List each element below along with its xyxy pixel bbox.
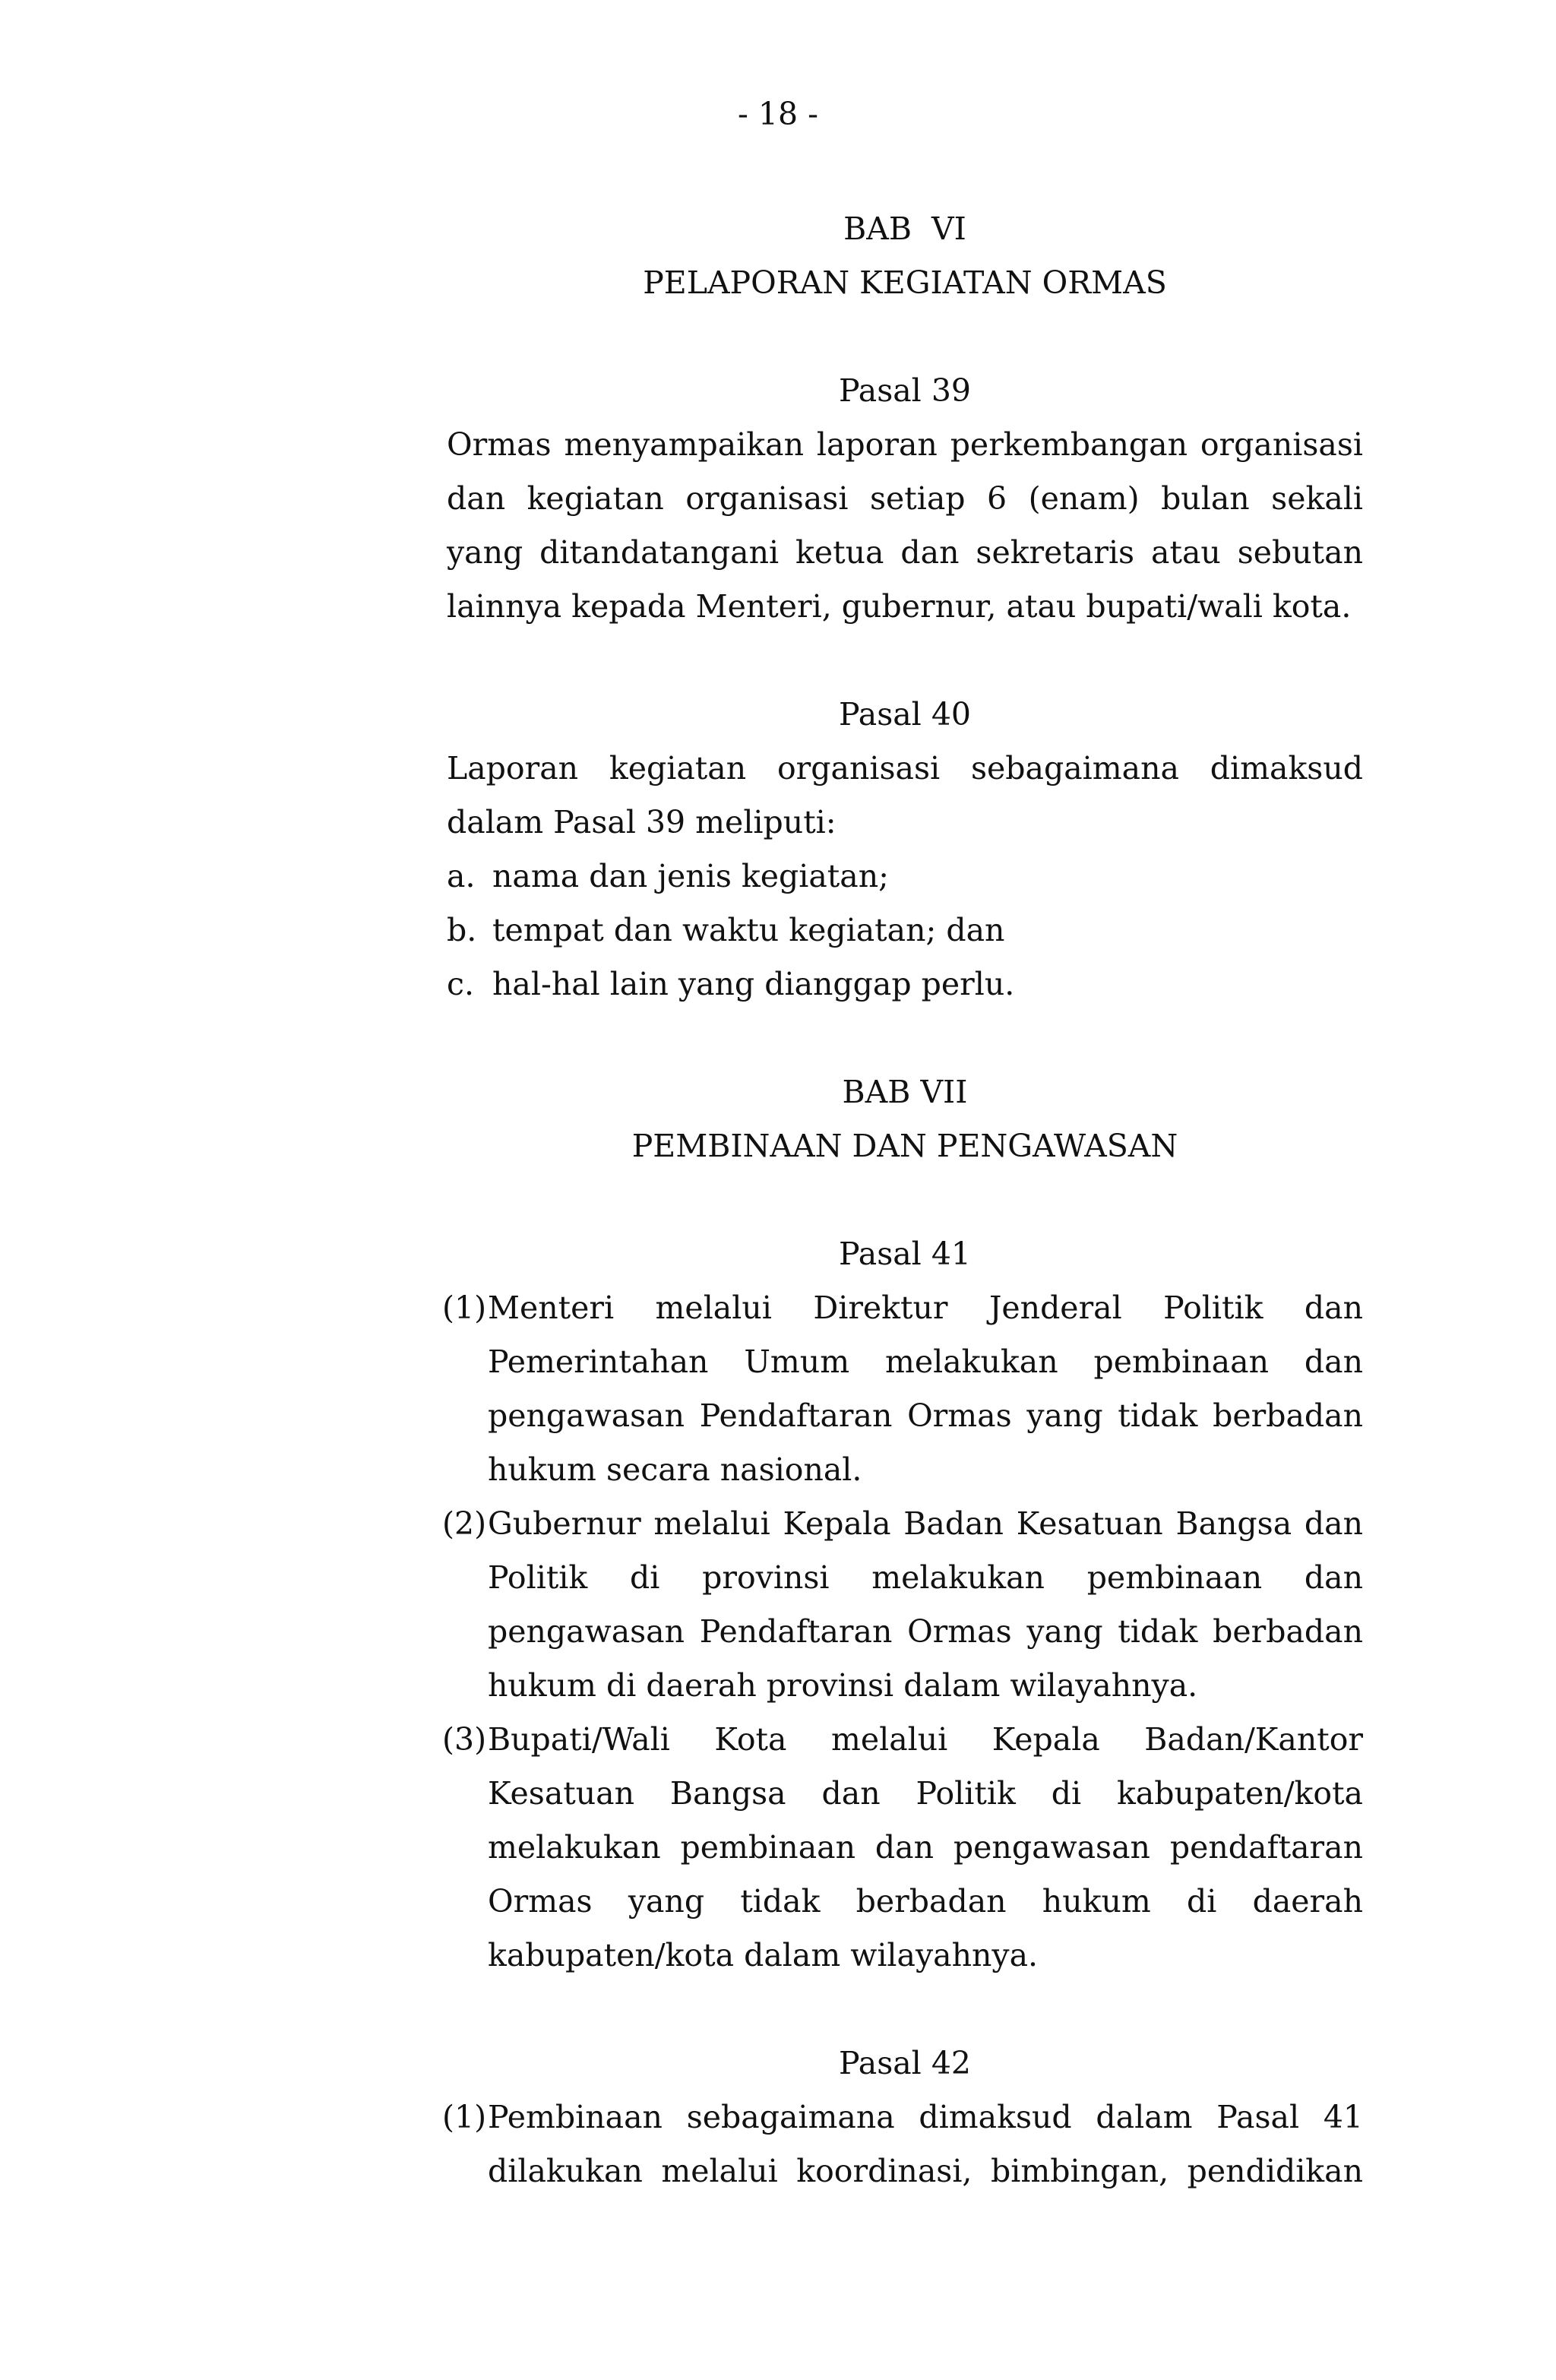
list-item [442,1497,1363,1713]
list-item-text: Gubernur melalui Kepala Badan Kesatuan Bangsa dan Politik di provinsi melakukan pembinaan dan pengawasan Pendaftaran Ormas yang tidak berbadan hukum di daerah provinsi dalam wilayahnya. [488,1505,1363,1704]
page-number: - 18 - [738,96,818,132]
document-body [442,202,1363,2198]
list-marker: a. [447,858,476,894]
chapter-number: BAB VII [842,1074,968,1110]
article-heading: Pasal 39 [839,372,971,409]
list-item [442,2090,1363,2198]
list-item-text: Pembinaan sebagaimana dimaksud dalam Pasal 41 dilakukan melalui koordinasi, bimbingan, pendidikan [488,2099,1363,2189]
article-heading: Pasal 42 [839,2045,971,2081]
list-item-text: Bupati/Wali Kota melalui Kepala Badan/Kantor Kesatuan Bangsa dan Politik di kabupaten/kota melakukan pembinaan dan pengawasan pendaftaran Ormas yang tidak berbadan hukum di daerah kabupaten/kota dalam wilayahnya. [488,1721,1363,1973]
list-item [447,904,1363,957]
list-marker: (1) [442,1290,487,1326]
list-marker: (1) [442,2099,487,2135]
list-marker: b. [447,912,477,948]
chapter-title: PELAPORAN KEGIATAN ORMAS [643,264,1167,301]
numbered-list [442,2090,1363,2198]
list-marker: (2) [442,1505,487,1542]
list-marker: (3) [442,1721,487,1758]
list-item [442,1281,1363,1497]
list-item-text: nama dan jenis kegiatan; [492,858,889,894]
list-item-text: Menteri melalui Direktur Jenderal Politik dan Pemerintahan Umum melakukan pembinaan dan pengawasan Pendaftaran Ormas yang tidak berbadan hukum secara nasional. [488,1290,1363,1488]
article-heading: Pasal 41 [839,1236,971,1272]
lettered-list [447,850,1363,1011]
chapter-title: PEMBINAAN DAN PENGAWASAN [631,1128,1178,1164]
article-paragraph: Ormas menyampaikan laporan perkembangan organisasi dan kegiatan organisasi setiap 6 (enam) bulan sekali yang ditandatangani ketua dan sekretaris atau sebutan lainnya kepada Menteri, gubernur, atau bupati/wali kota. [447,426,1363,625]
list-item [447,957,1363,1011]
chapter-number: BAB VI [843,210,966,247]
article-heading: Pasal 40 [839,696,971,733]
list-item-text: tempat dan waktu kegiatan; dan [492,912,1005,948]
list-item [447,850,1363,904]
list-marker: c. [447,966,474,1002]
list-item-text: hal-hal lain yang dianggap perlu. [492,966,1015,1002]
article-intro: Laporan kegiatan organisasi sebagaimana dimaksud dalam Pasal 39 meliputi: [447,750,1363,840]
numbered-list [442,1281,1363,1983]
list-item [442,1713,1363,1983]
